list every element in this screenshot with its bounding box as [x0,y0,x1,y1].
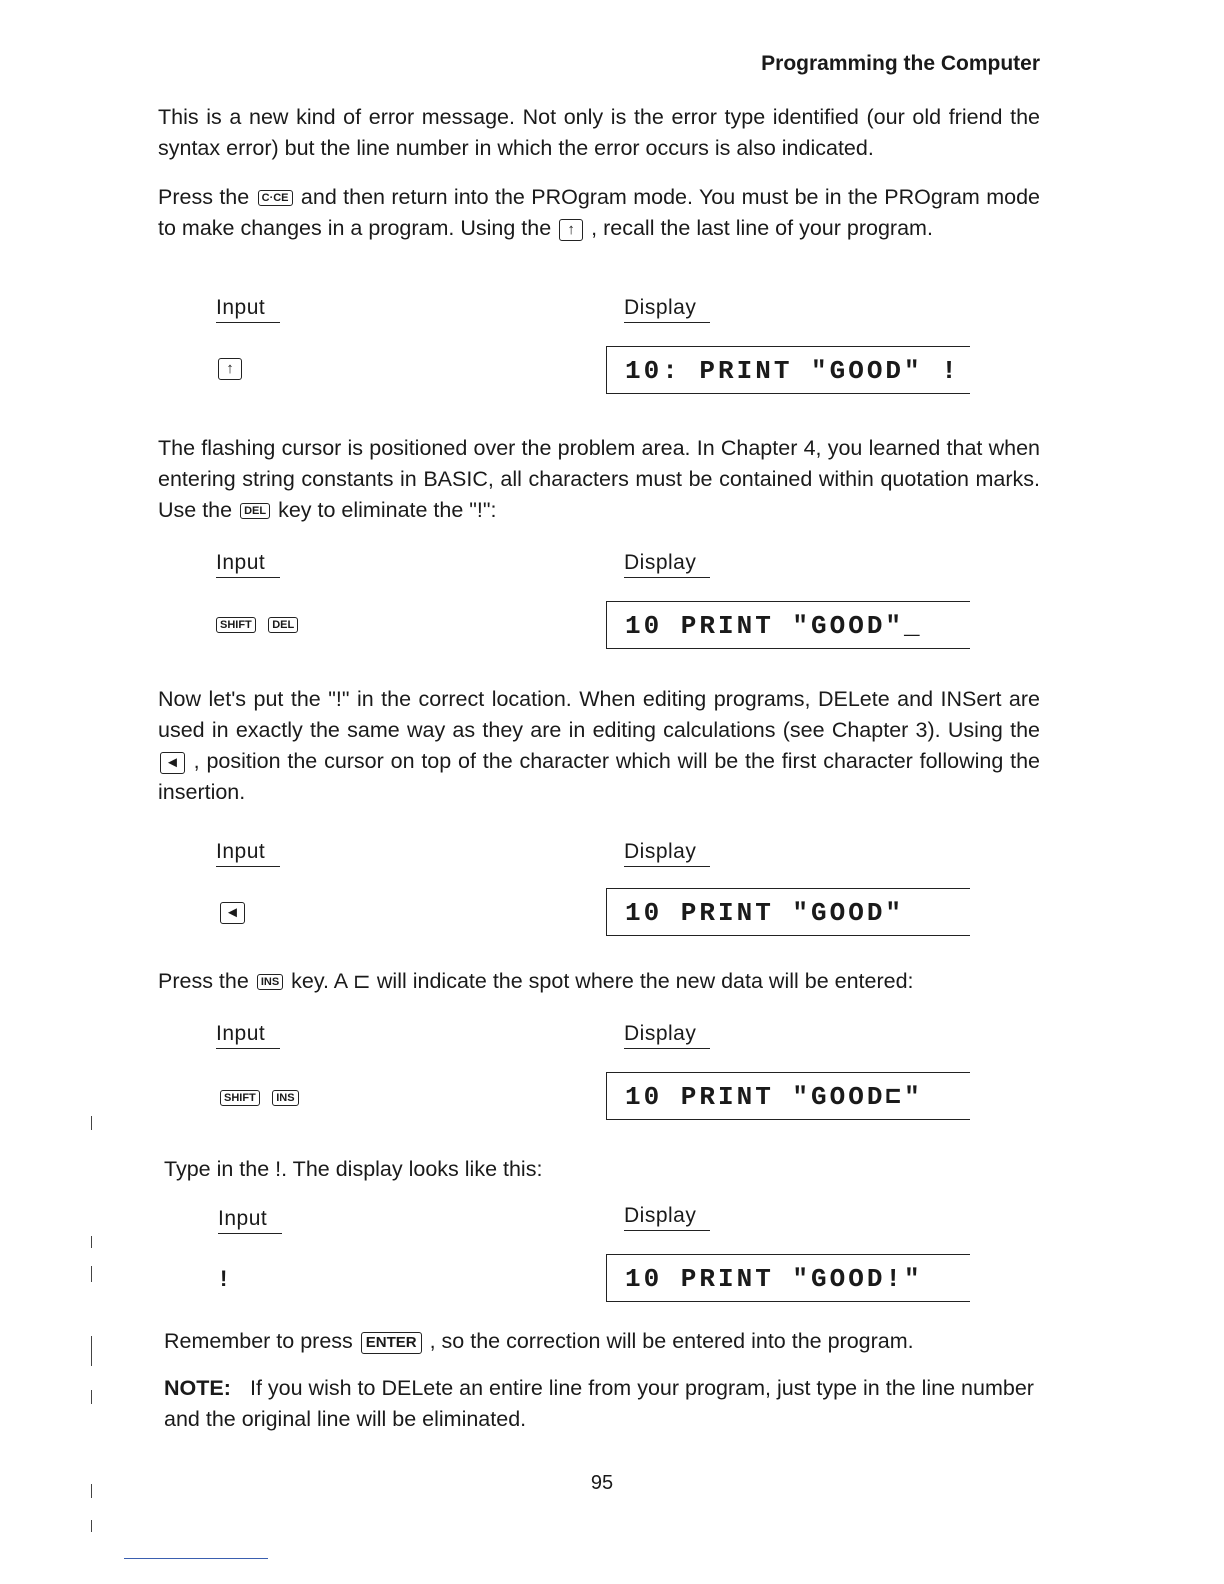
margin-mark [91,1266,92,1282]
lcd-display: 10 PRINT "GOOD" [606,888,970,936]
margin-mark [91,1484,92,1498]
margin-mark [91,1520,92,1532]
margin-mark [91,1116,92,1130]
text: Now let's put the "!" in the correct location. When editing programs, DELete and INSert are used in exactly the same way as they are in editing calculations (see Chapter 3). Using the [158,687,1040,742]
input-label: Input [216,551,280,578]
input-label: Input [216,1022,280,1049]
margin-mark [91,1336,92,1366]
running-header: Programming the Computer [761,52,1040,75]
margin-mark [91,1236,92,1248]
note-block [164,1373,1044,1435]
display-label: Display [624,840,710,867]
note-text: If you wish to DELete an entire line from your program, just type in the line number and the original line will be eliminated. [164,1376,1034,1431]
ins-key-icon: INS [257,974,283,990]
paragraph-error-message: This is a new kind of error message. Not only is the error type identified (our old friend the syntax error) but the line number in which the error occurs is also indicated. [158,105,1040,160]
lcd-display: 10 PRINT "GOOD"_ [606,601,970,649]
paragraph-press-cce [158,182,1040,244]
input-keys [214,617,304,636]
display-label: Display [624,1022,710,1049]
text: Press the [158,185,250,209]
text: , position the cursor on top of the character which will be the first character following the insertion. [158,749,1040,804]
margin-mark [91,1390,92,1404]
paragraph-correct-location [158,684,1040,808]
ins-key-icon: INS [272,1090,298,1106]
footer-rule [124,1558,268,1559]
text: key. A [291,969,347,993]
left-arrow-key-icon: ◄ [160,752,185,774]
left-arrow-key-icon: ◄ [220,902,245,924]
input-label: Input [216,296,280,323]
page-number: 95 [590,1472,614,1494]
up-arrow-key-icon: ↑ [218,358,242,380]
input-character: ! [220,1266,228,1291]
up-arrow-key-icon: ↑ [559,219,583,241]
text: , recall the last line of your program. [591,216,933,240]
cce-key-icon: C·CE [258,190,293,206]
input-label: Input [218,1207,282,1234]
paragraph-remember-enter [164,1326,1046,1357]
display-label: Display [624,296,710,323]
del-key-icon: DEL [268,617,298,633]
display-label: Display [624,551,710,578]
lcd-display: 10: PRINT "GOOD" ! [606,346,970,394]
text: Remember to press [164,1329,353,1353]
lcd-display: 10 PRINT "GOOD!" [606,1254,970,1302]
text: key to eliminate the "!": [278,498,497,522]
paragraph-flashing-cursor [158,433,1040,526]
display-label: Display [624,1204,710,1231]
paragraph-type-in: Type in the !. The display looks like this: [164,1157,543,1181]
input-keys [216,358,248,380]
paragraph-press-ins [158,966,1040,997]
enter-key-icon: ENTER [361,1332,422,1354]
text: Press the [158,969,249,993]
input-label: Input [216,840,280,867]
shift-key-icon: SHIFT [216,617,256,633]
text: will indicate the spot where the new data will be entered: [376,969,914,993]
text: The flashing cursor is positioned over the problem area. In Chapter 4, you learned that when entering string constants in BASIC, all characters must be contained within quotation marks. Use the [158,436,1040,522]
shift-key-icon: SHIFT [220,1090,260,1106]
del-key-icon: DEL [240,503,270,519]
text: , so the correction will be entered into the program. [429,1329,914,1353]
text: and then return into the PROgram mode. You must be in the PROgram mode to make changes in a program. Using the [158,185,1040,240]
lcd-display: 10 PRINT "GOOD⊏" [606,1072,970,1120]
input-keys [218,1090,305,1109]
insert-cursor-icon: ⊏ [352,969,371,993]
note-label: NOTE: [164,1376,231,1400]
input-keys [218,902,251,924]
